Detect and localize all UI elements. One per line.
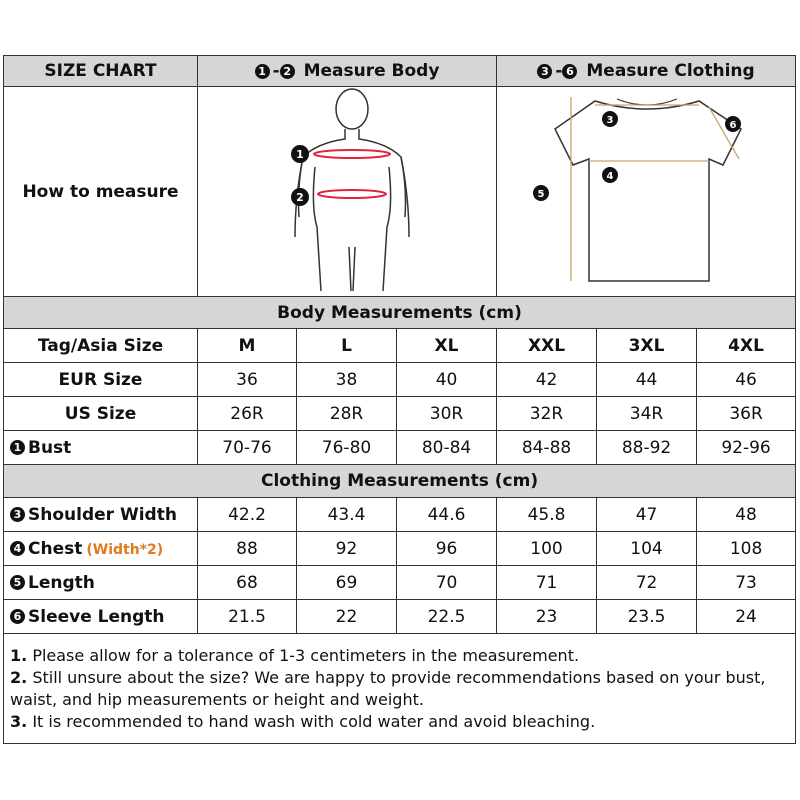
value-cell: 100 — [497, 532, 597, 566]
marker-3-icon: 3 — [537, 64, 552, 79]
value-cell: 80-84 — [397, 431, 497, 465]
value-cell: 68 — [198, 566, 297, 600]
table-row — [4, 566, 796, 600]
value-cell: 76-80 — [297, 431, 397, 465]
value-cell: 30R — [397, 397, 497, 431]
row-label: US Size — [4, 397, 198, 431]
header-row — [4, 56, 796, 87]
size-chart-table — [3, 55, 796, 744]
row-label: Tag/Asia Size — [4, 329, 198, 363]
row-label: EUR Size — [4, 363, 198, 397]
table-row — [4, 363, 796, 397]
body-marker-2 — [291, 188, 309, 206]
row-label: 5 Length — [4, 566, 198, 600]
shirt-diagram-cell — [497, 87, 796, 297]
value-cell: 23.5 — [597, 600, 697, 634]
measure-clothing-label: Measure Clothing — [586, 61, 755, 81]
table-row — [4, 431, 796, 465]
how-to-measure-label: How to measure — [4, 87, 198, 297]
table-row — [4, 397, 796, 431]
table-row — [4, 600, 796, 634]
marker-3-icon: 3 — [10, 507, 25, 522]
value-cell: 104 — [597, 532, 697, 566]
marker-6-icon: 6 — [10, 609, 25, 624]
body-section-row — [4, 297, 796, 329]
value-cell: M — [198, 329, 297, 363]
notes-row — [4, 634, 796, 744]
body-silhouette-diagram — [199, 87, 495, 291]
measure-clothing-header: 3 - 6 Measure Clothing — [497, 56, 796, 87]
marker-2-icon: 2 — [280, 64, 295, 79]
row-label: 1 Bust — [4, 431, 198, 465]
value-cell: 47 — [597, 498, 697, 532]
value-cell: 48 — [697, 498, 796, 532]
value-cell: 28R — [297, 397, 397, 431]
table-row — [4, 498, 796, 532]
value-cell: 96 — [397, 532, 497, 566]
svg-text:4: 4 — [606, 171, 614, 182]
tshirt-diagram — [497, 87, 795, 291]
size-chart-title: SIZE CHART — [4, 56, 198, 87]
value-cell: 70-76 — [198, 431, 297, 465]
value-cell: 84-88 — [497, 431, 597, 465]
value-cell: 36R — [697, 397, 796, 431]
svg-text:3: 3 — [606, 115, 614, 126]
notes-block — [4, 634, 796, 744]
value-cell: 46 — [697, 363, 796, 397]
value-cell: 88 — [198, 532, 297, 566]
value-cell: 88-92 — [597, 431, 697, 465]
svg-text:6: 6 — [729, 120, 737, 131]
value-cell: 42.2 — [198, 498, 297, 532]
value-cell: 108 — [697, 532, 796, 566]
table-row — [4, 532, 796, 566]
value-cell: 69 — [297, 566, 397, 600]
shirt-marker-5 — [533, 185, 549, 201]
shirt-marker-6 — [725, 116, 741, 132]
value-cell: 42 — [497, 363, 597, 397]
value-cell: 23 — [497, 600, 597, 634]
diagram-row — [4, 87, 796, 297]
svg-text:5: 5 — [537, 189, 545, 200]
svg-text:1: 1 — [296, 148, 304, 161]
measure-body-header: 1 - 2 Measure Body — [198, 56, 497, 87]
value-cell: 71 — [497, 566, 597, 600]
value-cell: 22 — [297, 600, 397, 634]
value-cell: 92-96 — [697, 431, 796, 465]
svg-text:2: 2 — [296, 191, 304, 204]
marker-4-icon: 4 — [10, 541, 25, 556]
row-label: 3 Shoulder Width — [4, 498, 198, 532]
row-label: 4 Chest (Width*2) — [4, 532, 198, 566]
shirt-marker-3 — [602, 111, 618, 127]
measure-body-label: Measure Body — [303, 61, 440, 81]
clothing-section-title: Clothing Measurements (cm) — [4, 465, 796, 498]
note-item: 2. Still unsure about the size? We are happy to provide recommendations based on your bust, waist, and hip measurements or height and weight. — [10, 667, 766, 709]
value-cell: 22.5 — [397, 600, 497, 634]
value-cell: 4XL — [697, 329, 796, 363]
value-cell: 26R — [198, 397, 297, 431]
note-item: 3. It is recommended to hand wash with cold water and avoid bleaching. — [10, 711, 596, 731]
value-cell: 21.5 — [198, 600, 297, 634]
value-cell: 38 — [297, 363, 397, 397]
value-cell: 45.8 — [497, 498, 597, 532]
width-hint: (Width*2) — [86, 541, 164, 558]
marker-6-icon: 6 — [562, 64, 577, 79]
value-cell: 3XL — [597, 329, 697, 363]
value-cell: 72 — [597, 566, 697, 600]
value-cell: L — [297, 329, 397, 363]
note-item: 1. Please allow for a tolerance of 1-3 centimeters in the measurement. — [10, 645, 580, 665]
value-cell: 44 — [597, 363, 697, 397]
body-section-title: Body Measurements (cm) — [4, 297, 796, 329]
value-cell: 24 — [697, 600, 796, 634]
value-cell: 44.6 — [397, 498, 497, 532]
value-cell: 36 — [198, 363, 297, 397]
value-cell: XXL — [497, 329, 597, 363]
value-cell: 32R — [497, 397, 597, 431]
marker-1-icon: 1 — [10, 440, 25, 455]
clothing-section-row — [4, 465, 796, 498]
value-cell: XL — [397, 329, 497, 363]
marker-1-icon: 1 — [255, 64, 270, 79]
shirt-marker-4 — [602, 167, 618, 183]
value-cell: 40 — [397, 363, 497, 397]
value-cell: 70 — [397, 566, 497, 600]
value-cell: 73 — [697, 566, 796, 600]
value-cell: 34R — [597, 397, 697, 431]
body-marker-1 — [291, 145, 309, 163]
table-row — [4, 329, 796, 363]
body-diagram-cell — [198, 87, 497, 297]
value-cell: 43.4 — [297, 498, 397, 532]
value-cell: 92 — [297, 532, 397, 566]
row-label: 6 Sleeve Length — [4, 600, 198, 634]
marker-5-icon: 5 — [10, 575, 25, 590]
